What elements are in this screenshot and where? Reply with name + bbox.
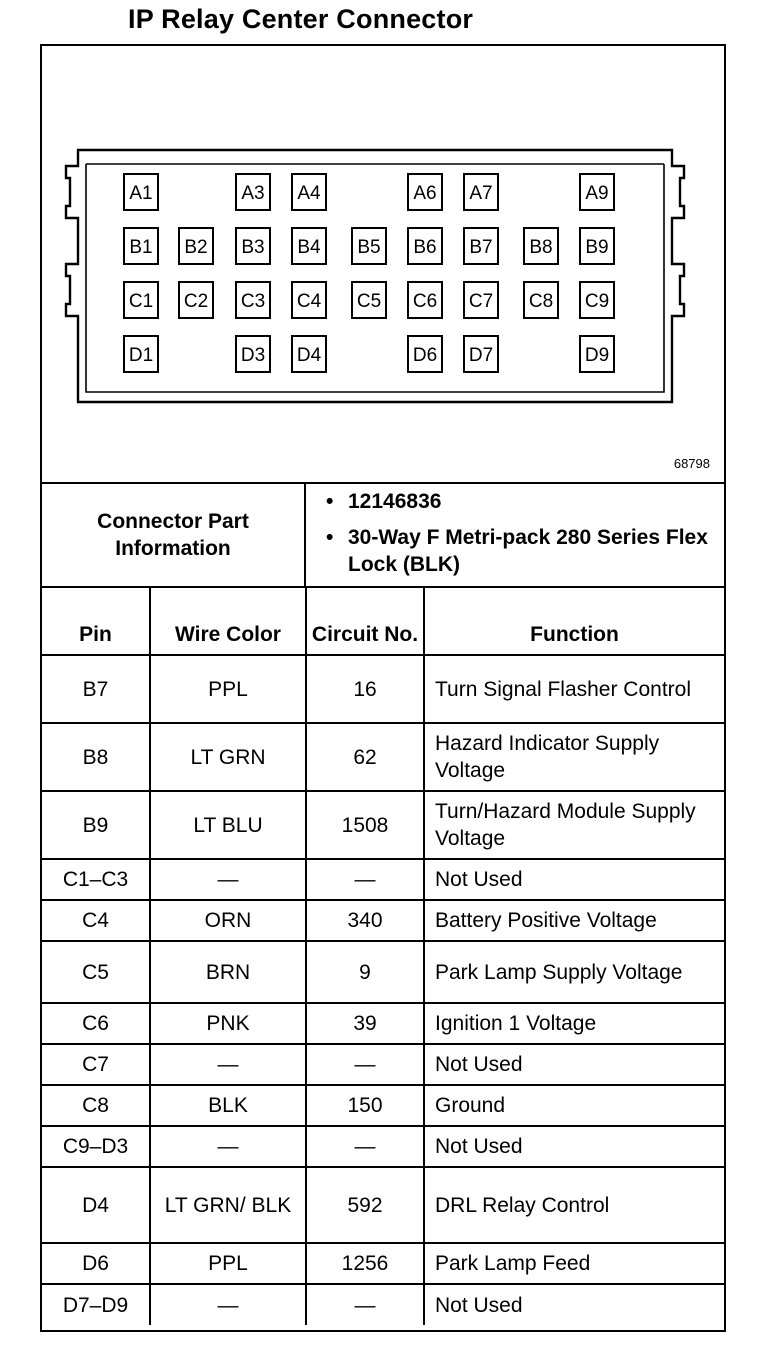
- header-circuit-no: Circuit No.: [306, 587, 424, 655]
- circuit-cell: 16: [306, 655, 424, 723]
- circuit-cell: 62: [306, 723, 424, 791]
- header-function: Function: [424, 587, 724, 655]
- terminal-label-b4: B4: [297, 237, 321, 258]
- function-cell: Not Used: [424, 859, 724, 900]
- pin-cell: C4: [42, 900, 150, 941]
- terminal-label-b2: B2: [184, 237, 208, 258]
- circuit-cell: 340: [306, 900, 424, 941]
- terminal-label-c4: C4: [296, 291, 322, 312]
- terminal-label-c5: C5: [356, 291, 382, 312]
- terminal-label-d9: D9: [584, 345, 610, 366]
- pin-assignment-table: [42, 586, 724, 1325]
- circuit-cell: —: [306, 859, 424, 900]
- wire-color-cell: —: [150, 1126, 306, 1167]
- terminal-label-d4: D4: [296, 345, 322, 366]
- terminal-label-a3: A3: [241, 183, 265, 204]
- terminal-label-b6: B6: [413, 237, 437, 258]
- table-row: [42, 1243, 724, 1284]
- part-number-item: • 12146836: [348, 488, 708, 515]
- pin-table-body: [42, 655, 724, 1325]
- terminal-label-b5: B5: [357, 237, 381, 258]
- table-row: [42, 1003, 724, 1044]
- table-row: [42, 1167, 724, 1243]
- function-cell: Hazard Indicator Supply Voltage: [424, 723, 724, 791]
- function-cell: Turn/Hazard Module Supply Voltage: [424, 791, 724, 859]
- wire-color-cell: PNK: [150, 1003, 306, 1044]
- function-cell: Park Lamp Feed: [424, 1243, 724, 1284]
- pin-cell: C1–C3: [42, 859, 150, 900]
- function-cell: Not Used: [424, 1126, 724, 1167]
- connector-document-frame: [40, 44, 726, 1332]
- terminal-label-c6: C6: [412, 291, 438, 312]
- terminal-label-c1: C1: [128, 291, 154, 312]
- table-row: [42, 1126, 724, 1167]
- header-wire-color: Wire Color: [150, 587, 306, 655]
- circuit-cell: 150: [306, 1085, 424, 1126]
- terminal-grid: [124, 174, 614, 372]
- terminal-label-c3: C3: [240, 291, 266, 312]
- terminal-label-a6: A6: [413, 183, 437, 204]
- wire-color-cell: —: [150, 859, 306, 900]
- pin-cell: C6: [42, 1003, 150, 1044]
- function-cell: Not Used: [424, 1284, 724, 1325]
- function-cell: Battery Positive Voltage: [424, 900, 724, 941]
- function-cell: DRL Relay Control: [424, 1167, 724, 1243]
- terminal-label-d6: D6: [412, 345, 438, 366]
- table-row: [42, 900, 724, 941]
- pin-cell: D6: [42, 1243, 150, 1284]
- table-row: [42, 1044, 724, 1085]
- circuit-cell: —: [306, 1284, 424, 1325]
- wire-color-cell: LT GRN/ BLK: [150, 1167, 306, 1243]
- connector-part-info-row: [42, 482, 724, 586]
- terminal-label-a7: A7: [469, 183, 493, 204]
- circuit-cell: 1508: [306, 791, 424, 859]
- connector-part-label-text: Connector Part Information: [97, 510, 249, 560]
- wire-color-cell: PPL: [150, 1243, 306, 1284]
- wire-color-cell: PPL: [150, 655, 306, 723]
- terminal-label-d7: D7: [468, 345, 494, 366]
- table-row: [42, 941, 724, 1003]
- wire-color-cell: BRN: [150, 941, 306, 1003]
- circuit-cell: —: [306, 1126, 424, 1167]
- pin-cell: D7–D9: [42, 1284, 150, 1325]
- table-row: [42, 655, 724, 723]
- function-cell: Turn Signal Flasher Control: [424, 655, 724, 723]
- connector-part-label: [42, 484, 306, 586]
- pin-cell: B8: [42, 723, 150, 791]
- figure-number: 68798: [673, 456, 710, 471]
- table-row: [42, 723, 724, 791]
- table-row: [42, 1085, 724, 1126]
- wire-color-cell: LT BLU: [150, 791, 306, 859]
- terminal-label-b9: B9: [585, 237, 609, 258]
- connector-face-svg: [42, 46, 724, 482]
- terminal-label-b1: B1: [129, 237, 153, 258]
- terminal-label-b7: B7: [469, 237, 493, 258]
- function-cell: Ignition 1 Voltage: [424, 1003, 724, 1044]
- terminal-label-c8: C8: [528, 291, 554, 312]
- wire-color-cell: ORN: [150, 900, 306, 941]
- wire-color-cell: BLK: [150, 1085, 306, 1126]
- circuit-cell: 1256: [306, 1243, 424, 1284]
- circuit-cell: 9: [306, 941, 424, 1003]
- terminal-label-b8: B8: [529, 237, 553, 258]
- terminal-label-d1: D1: [128, 345, 154, 366]
- connector-type-item: • 30-Way F Metri-pack 280 Series Flex Lock (BLK): [348, 524, 708, 578]
- header-pin: Pin: [42, 587, 150, 655]
- terminal-label-a9: A9: [585, 183, 609, 204]
- terminal-label-b3: B3: [241, 237, 265, 258]
- terminal-label-d3: D3: [240, 345, 266, 366]
- circuit-cell: 592: [306, 1167, 424, 1243]
- connector-inner-outline: [86, 164, 664, 392]
- connector-face-diagram: [42, 46, 724, 482]
- wire-color-cell: LT GRN: [150, 723, 306, 791]
- terminal-label-c2: C2: [183, 291, 209, 312]
- circuit-cell: 39: [306, 1003, 424, 1044]
- pin-cell: C5: [42, 941, 150, 1003]
- terminal-label-c7: C7: [468, 291, 494, 312]
- pin-cell: C9–D3: [42, 1126, 150, 1167]
- pin-cell: C7: [42, 1044, 150, 1085]
- function-cell: Park Lamp Supply Voltage: [424, 941, 724, 1003]
- pin-cell: C8: [42, 1085, 150, 1126]
- wire-color-cell: —: [150, 1044, 306, 1085]
- terminal-label-c9: C9: [584, 291, 610, 312]
- wire-color-cell: —: [150, 1284, 306, 1325]
- circuit-cell: —: [306, 1044, 424, 1085]
- pin-cell: B9: [42, 791, 150, 859]
- terminal-label-a1: A1: [129, 183, 153, 204]
- table-row: [42, 791, 724, 859]
- table-row: [42, 1284, 724, 1325]
- page-title: IP Relay Center Connector: [128, 4, 474, 34]
- table-row: [42, 859, 724, 900]
- function-cell: Ground: [424, 1085, 724, 1126]
- pin-cell: D4: [42, 1167, 150, 1243]
- pin-cell: B7: [42, 655, 150, 723]
- connector-part-details: [306, 484, 724, 586]
- function-cell: Not Used: [424, 1044, 724, 1085]
- terminal-label-a4: A4: [297, 183, 321, 204]
